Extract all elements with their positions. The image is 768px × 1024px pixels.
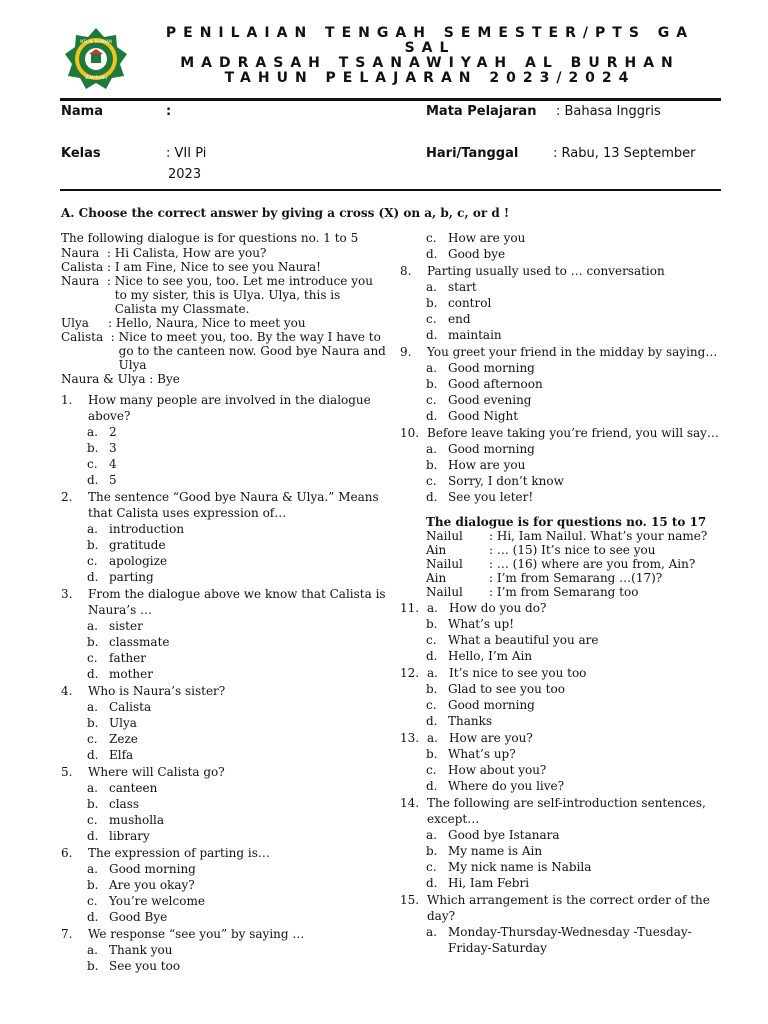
option-text: See you leter! [448,490,534,504]
question-7-continued [400,230,725,262]
answer-option [87,666,386,682]
option-text: gratitude [109,538,166,552]
question-4 [61,683,386,699]
option-text: classmate [109,635,170,649]
question-text: Parting usually used to … conversation [427,264,665,278]
answer-option [87,440,386,456]
option-letter: c. [426,698,437,712]
option-letter: b. [87,878,99,892]
option-text: Hi, Iam Febri [448,876,530,890]
mapel-label: Mata Pelajaran [426,104,537,119]
question-13 [400,730,725,746]
option-letter: c. [87,813,98,827]
questions-right [400,263,725,505]
option-text: How are you [448,458,526,472]
question-number: 9. [400,345,412,359]
question-number: 2. [61,490,73,504]
option-text: Good bye [448,247,506,261]
school-logo [64,27,128,91]
option-letter: c. [426,474,437,488]
dialogue2-speaker: Nailul [426,557,463,571]
dialogue2-text: : … (15) It’s nice to see you [489,543,656,557]
option-letter: c. [426,312,437,326]
dialogue-speaker: Calista : [61,260,115,274]
option-text: mother [109,667,153,681]
title-line-1: PENILAIAN TENGAH SEMESTER/PTS GA [165,25,695,41]
dialogue2-block [400,529,725,599]
answer-option [87,909,386,925]
header-divider [60,98,721,101]
dialogue2-line [426,585,725,599]
option-text: Ulya [109,716,137,730]
option-text: Good afternoon [448,377,543,391]
option-text: It’s nice to see you too [449,666,587,680]
kelas-label: Kelas [61,146,101,161]
answer-option [87,861,386,877]
option-text: Good morning [448,442,535,456]
answer-option [87,699,386,715]
question-text: The following are self-introduction sentences, except… [427,796,706,826]
question-5 [61,764,386,780]
dialogue-line [61,372,386,386]
dialogue-intro: The following dialogue is for questions no. 1 to 5 [61,231,359,245]
dialogue2-line [426,529,725,543]
answer-option [426,457,725,473]
option-letter: b. [426,617,438,631]
question-text: The sentence “Good bye Naura & Ulya.” Means that Calista uses expression of… [88,490,379,520]
question-text: Which arrangement is the correct order of the day? [427,893,710,923]
answer-option [426,632,725,648]
option-text: canteen [109,781,158,795]
option-text: Calista [109,700,152,714]
option-text: Are you okay? [109,878,195,892]
option-letter: a. [87,619,98,633]
answer-option [87,893,386,909]
dialogue2-title: The dialogue is for questions no. 15 to 17 [426,515,707,529]
option-text: Good Bye [109,910,168,924]
question-number: 4. [61,684,73,698]
option-text: Good morning [448,698,535,712]
option-text: What a beautiful you are [448,633,599,647]
option-text: father [109,651,146,665]
option-letter: b. [426,458,438,472]
option-letter: d. [87,473,99,487]
question-number: 15. [400,893,420,907]
option-letter: b. [426,296,438,310]
option-letter: b. [87,538,99,552]
option-text: Good evening [448,393,532,407]
dialogue-speaker: Calista : [61,330,119,344]
dialogue-text: Hi Calista, How are you? [114,246,267,260]
question-text [427,600,725,616]
nama-label: Nama [61,104,103,119]
option-letter: b. [87,716,99,730]
dialogue2-line [426,543,725,557]
answer-option [426,616,725,632]
answer-option [426,392,725,408]
answer-option [426,376,725,392]
answer-option [87,456,386,472]
option-text: Thanks [448,714,493,728]
dialogue2-text: : I’m from Semarang too [489,585,639,599]
dialogue-line [61,246,386,260]
option-letter: a. [87,522,98,536]
question-number: 13. [400,731,420,745]
option-letter: c. [426,763,437,777]
option-letter: b. [87,635,99,649]
option-text: 5 [109,473,117,487]
answer-option [426,843,725,859]
option-letter: d. [87,667,99,681]
dialogue-text: Hello, Naura, Nice to meet you [115,316,306,330]
hari-label: Hari/Tanggal [426,146,519,161]
dialogue-text: Nice to see you, too. Let me introduce you to my sister, this is Ulya. Ulya, this is Calista my Classmate. [114,274,373,316]
answer-option [87,812,386,828]
option-letter: a. [427,731,438,745]
option-text: class [109,797,140,811]
answer-option [426,473,725,489]
info-divider [60,189,721,191]
answer-option [426,762,725,778]
answer-option [426,875,725,891]
title-line-4: TAHUN PELAJARAN 2023/2024 [224,70,636,86]
mapel-value: : Bahasa Inggris [556,104,661,119]
option-letter: a. [426,361,437,375]
option-text: How are you [448,231,526,245]
answer-option [426,827,725,843]
svg-text:MTs AL BURHAN: MTs AL BURHAN [79,39,113,44]
section-a-instruction: A. Choose the correct answer by giving a cross (X) on a, b, c, or d ! [61,206,510,220]
dialogue-speaker: Naura : [61,274,115,288]
answer-option [426,408,725,424]
question-number: 5. [61,765,73,779]
option-text: library [109,829,150,843]
option-letter: d. [87,748,99,762]
answer-option [426,441,725,457]
option-letter: b. [87,959,99,973]
question-number: 8. [400,264,412,278]
option-text: See you too [109,959,181,973]
option-letter: d. [87,829,99,843]
answer-option [87,569,386,585]
dialogue2-text: : Hi, Iam Nailul. What’s your name? [489,529,708,543]
answer-option [87,537,386,553]
dialogue-block [61,246,386,386]
dialogue2-text: : … (16) where are you from, Ain? [489,557,696,571]
option-letter: d. [87,570,99,584]
answer-option [87,828,386,844]
dialogue2-speaker: Nailul [426,529,463,543]
answer-option [87,877,386,893]
answer-option [426,311,725,327]
option-text: introduction [109,522,185,536]
option-letter: c. [426,231,437,245]
question-10 [400,425,725,441]
question-2 [61,489,386,521]
question-number: 3. [61,587,73,601]
question-number: 14. [400,796,420,810]
option-letter: b. [87,441,99,455]
option-letter: a. [427,666,438,680]
option-text: Sorry, I don’t know [448,474,564,488]
question-text: We response “see you” by saying … [88,927,305,941]
option-text: What’s up! [448,617,515,631]
dialogue2-speaker: Ain [426,543,447,557]
option-letter: c. [87,894,98,908]
dialogue-text: Bye [157,372,180,386]
question-number: 1. [61,393,73,407]
dialogue2-line [426,571,725,585]
dialogue-speaker: Ulya : [61,316,116,330]
question-8 [400,263,725,279]
option-text: Elfa [109,748,134,762]
question-text: The expression of parting is… [88,846,270,860]
question-7 [61,926,386,942]
dialogue-text: I am Fine, Nice to see you Naura! [114,260,322,274]
option-text: Good bye Istanara [448,828,560,842]
option-letter: a. [426,280,437,294]
option-text: 2 [109,425,117,439]
option-text: Good Night [448,409,519,423]
option-letter: c. [87,732,98,746]
option-text: How about you? [448,763,547,777]
question-text: Who is Naura’s sister? [88,684,226,698]
question-3 [61,586,386,618]
year-value: 2023 [168,167,202,182]
option-text: 3 [109,441,117,455]
option-text: Good morning [109,862,196,876]
option-text: Thank you [109,943,173,957]
answer-option [426,924,725,956]
question-1 [61,392,386,424]
question-14 [400,795,725,827]
option-text: Hello, I’m Ain [448,649,533,663]
option-text: musholla [109,813,165,827]
question-number: 12. [400,666,420,680]
option-text: What’s up? [448,747,516,761]
option-letter: a. [87,425,98,439]
option-text: maintain [448,328,502,342]
option-letter: d. [426,714,438,728]
option-letter: b. [87,797,99,811]
option-text: end [448,312,471,326]
answer-option [426,778,725,794]
answer-option [87,424,386,440]
option-text: How are you? [449,731,533,745]
option-letter: d. [426,649,438,663]
answer-option [87,780,386,796]
dialogue2-line [426,557,725,571]
option-text: Glad to see you too [448,682,565,696]
option-letter: d. [426,876,438,890]
option-letter: a. [87,781,98,795]
dialogue2-text: : I’m from Semarang …(17)? [489,571,663,585]
option-letter: a. [427,601,438,615]
answer-option [426,246,725,262]
option-letter: c. [426,860,437,874]
option-text: My name is Ain [448,844,543,858]
exam-title [130,26,730,86]
question-text: Where will Calista go? [88,765,225,779]
dialogue-speaker: Naura & Ulya : [61,372,158,386]
question-11 [400,600,725,616]
dialogue-line [61,330,386,372]
option-letter: d. [426,328,438,342]
answer-option [87,521,386,537]
answer-option [426,746,725,762]
nama-separator: : [166,104,172,119]
option-letter: a. [426,442,437,456]
answer-option [87,634,386,650]
question-9 [400,344,725,360]
option-letter: b. [426,377,438,391]
dialogue2-speaker: Nailul [426,585,463,599]
dialogue-speaker: Naura : [61,246,115,260]
question-text: You greet your friend in the midday by saying… [427,345,718,359]
option-text: 4 [109,457,117,471]
svg-text:SEMARANG: SEMARANG [84,75,108,80]
answer-option [426,295,725,311]
option-text: Where do you live? [448,779,565,793]
answer-option [426,648,725,664]
question-number: 7. [61,927,73,941]
answer-option [87,747,386,763]
option-letter: c. [87,651,98,665]
option-letter: c. [87,554,98,568]
question-text: How many people are involved in the dialogue above? [88,393,371,423]
answer-option [426,681,725,697]
left-column [61,231,386,974]
answer-option [426,859,725,875]
option-text: Zeze [109,732,138,746]
answer-option [87,958,386,974]
answer-option [426,360,725,376]
answer-option [426,230,725,246]
option-text: control [448,296,492,310]
option-letter: d. [426,247,438,261]
option-letter: c. [87,457,98,471]
option-letter: c. [426,633,437,647]
right-column [400,230,725,956]
question-15 [400,892,725,924]
option-letter: d. [426,490,438,504]
option-text: How do you do? [449,601,547,615]
question-text: From the dialogue above we know that Calista is Naura’s … [88,587,386,617]
option-letter: c. [426,393,437,407]
option-letter: a. [87,700,98,714]
question-12 [400,665,725,681]
question-text [427,730,725,746]
answer-option [426,697,725,713]
option-text: You’re welcome [109,894,205,908]
hari-value: : Rabu, 13 September [553,146,696,161]
answer-option [87,715,386,731]
dialogue-line [61,260,386,274]
answer-option [87,942,386,958]
question-text: Before leave taking you’re friend, you will say… [427,426,719,440]
option-letter: a. [426,828,437,842]
answer-option [426,327,725,343]
option-text: sister [109,619,143,633]
option-letter: a. [426,925,437,939]
questions-right-2 [400,600,725,956]
question-text [427,665,725,681]
option-letter: d. [426,779,438,793]
title-line-2: SAL [404,40,456,56]
dialogue2-speaker: Ain [426,571,447,585]
question-number: 10. [400,426,420,440]
answer-option [87,472,386,488]
answer-option [87,796,386,812]
dialogue-line [61,274,386,316]
option-letter: d. [426,409,438,423]
answer-option [87,618,386,634]
question-number: 11. [400,601,420,615]
title-line-3: MADRASAH TSANAWIYAH AL BURHAN [180,55,680,71]
answer-option [426,713,725,729]
answer-option [426,279,725,295]
option-letter: b. [426,682,438,696]
option-letter: b. [426,844,438,858]
option-text: Monday-Thursday-Wednesday -Tuesday-Friday-Saturday [448,925,692,955]
option-letter: a. [87,862,98,876]
answer-option [426,489,725,505]
option-letter: d. [87,910,99,924]
question-number: 6. [61,846,73,860]
questions-left [61,392,386,974]
answer-option [87,650,386,666]
dialogue-line [61,316,386,330]
question-6 [61,845,386,861]
option-text: apologize [109,554,168,568]
kelas-value: : VII Pi [166,146,207,161]
option-text: Good morning [448,361,535,375]
option-text: start [448,280,477,294]
option-letter: a. [87,943,98,957]
option-text: parting [109,570,154,584]
dialogue-text: Nice to meet you, too. By the way I have to go to the canteen now. Good bye Naura and Ulya [118,330,386,372]
option-text: My nick name is Nabila [448,860,592,874]
option-letter: b. [426,747,438,761]
answer-option [87,731,386,747]
answer-option [87,553,386,569]
